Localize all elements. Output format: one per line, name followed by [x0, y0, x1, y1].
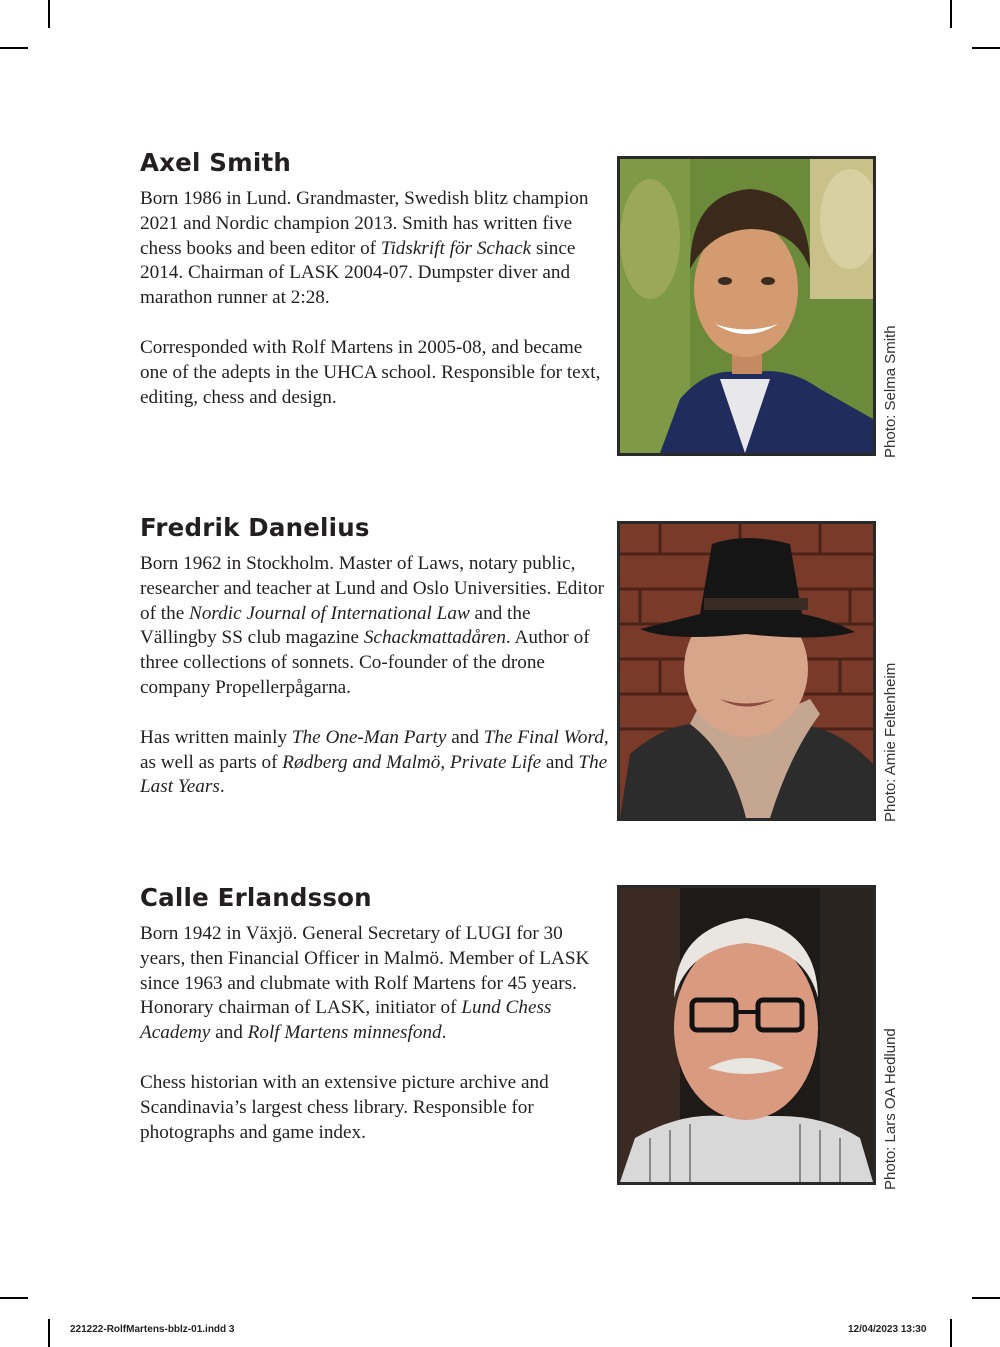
text-run: . Author of three collections of sonnets. Co-founder of the drone company Propellerpågarna.: [140, 627, 590, 698]
crop-mark-bottom-right-h: [972, 1297, 1000, 1299]
text-run: and: [541, 751, 579, 773]
italic-title: The Last Years: [140, 751, 608, 798]
bio-fredrik-danelius: [140, 515, 610, 825]
person-name: Axel Smith: [140, 148, 292, 177]
text-run: Has written mainly: [140, 726, 292, 748]
bio-calle-erlandsson: [140, 885, 610, 1170]
text-run: and: [446, 726, 484, 748]
crop-mark-bottom-left-h: [0, 1297, 28, 1299]
italic-title: Private Life: [449, 751, 542, 773]
text-run: Born 1942 in Växjö. General Secretary of LUGI for 30 years, then Financial Officer in Malmö. Member of LASK since 1963 and clubmate with Rolf Martens for 45 years. Honorary chairman of LASK, initiator of: [140, 922, 590, 1019]
text-run: Born 1986 in Lund. Grandmaster, Swedish blitz champion 2021 and Nordic champion 2013. Smith has written five chess books and been editor of: [140, 187, 589, 259]
portrait-photo-fredrik-danelius: [617, 521, 876, 821]
text-run: .: [219, 776, 225, 798]
photo-credit: Photo: Amie Feltenheim: [882, 662, 899, 822]
text-run: Chess historian with an extensive picture archive and Scandinavia’s largest chess library. Responsible for photographs and game index.: [140, 1071, 549, 1143]
bio-paragraph-1: [140, 187, 610, 311]
italic-title: Lund Chess Academy: [140, 997, 552, 1044]
italic-title: Rolf Martens minnesfond: [247, 1022, 442, 1044]
text-run: and the Vällingby SS club magazine: [140, 602, 531, 649]
text-run: ,: [440, 751, 450, 773]
text-run: Corresponded with Rolf Martens in 2005-08, and became one of the adepts in the UHCA school. Responsible for text, editing, chess and design.: [140, 336, 601, 408]
bio-paragraph-2: [140, 726, 610, 800]
text-run: since 2014. Chairman of LASK 2004-07. Dumpster diver and marathon runner at 2:28.: [140, 237, 576, 309]
crop-mark-bottom-right: [950, 1319, 952, 1347]
italic-title: Nordic Journal of International Law: [189, 602, 470, 624]
italic-title: Schackmattadåren: [363, 627, 506, 649]
crop-mark-bottom-left: [48, 1319, 50, 1347]
crop-mark-top-right-h: [972, 47, 1000, 49]
bio-paragraph-2: [140, 336, 610, 410]
person-name: Calle Erlandsson: [140, 883, 372, 912]
crop-mark-top-right: [950, 0, 952, 28]
portrait-photo-calle-erlandsson: [617, 885, 876, 1185]
bio-axel-smith: [140, 150, 610, 435]
slug-file-name: 221222-RolfMartens-bblz-01.indd 3: [70, 1324, 235, 1335]
text-run: Born 1962 in Stockholm. Master of Laws, notary public, researcher and teacher at Lund and Oslo Universities. Editor of the: [140, 552, 605, 624]
crop-mark-top-left-h: [0, 47, 28, 49]
portrait-photo-axel-smith: [617, 156, 876, 456]
bio-paragraph-1: [140, 552, 610, 701]
bio-paragraph-1: [140, 922, 610, 1046]
italic-title: Tidskrift för Schack: [380, 237, 532, 259]
slug-datetime: 12/04/2023 13:30: [848, 1324, 927, 1335]
photo-credit: Photo: Selma Smith: [882, 325, 899, 458]
text-run: .: [441, 1022, 447, 1044]
photo-credit: Photo: Lars OA Hedlund: [882, 1028, 899, 1190]
italic-title: The Final Word: [483, 726, 604, 748]
text-run: , as well as parts of: [140, 726, 609, 773]
italic-title: The One-Man Party: [291, 726, 447, 748]
bio-paragraph-2: [140, 1071, 610, 1145]
person-name: Fredrik Danelius: [140, 513, 370, 542]
crop-mark-top-left: [48, 0, 50, 28]
text-run: and: [210, 1022, 248, 1044]
italic-title: Rødberg and Malmö: [282, 751, 441, 773]
